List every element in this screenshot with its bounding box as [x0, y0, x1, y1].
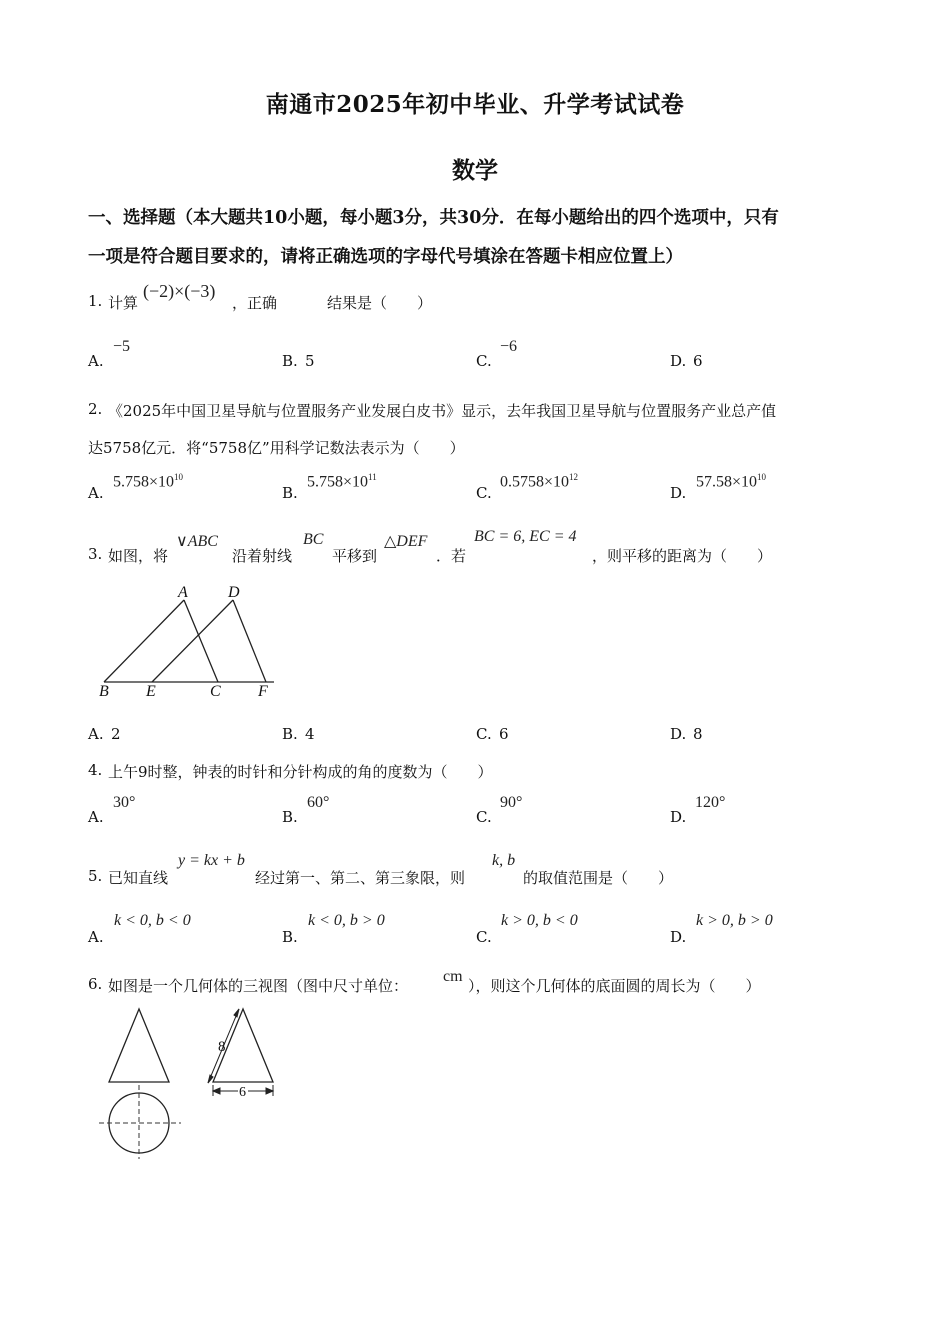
- option-b-value[interactable]: 60°: [307, 794, 330, 811]
- question-text: 平移到: [332, 547, 378, 565]
- option-d-value[interactable]: 6: [693, 352, 703, 370]
- question-text: 的取值范围是（ ）: [523, 869, 674, 887]
- question-text: ，则平移的距离为（ ）: [592, 547, 773, 565]
- math-condition: BC = 6, EC = 4: [474, 528, 577, 545]
- unit-cm: cm: [443, 968, 463, 985]
- option-exponent: 10: [757, 472, 767, 482]
- option-c-value[interactable]: −6: [500, 338, 518, 355]
- subject-title: 数学: [452, 157, 498, 184]
- section-instruction-line2: 一项是符合题目要求的，请将正确选项的字母代号填涂在答题卡相应位置上）: [88, 247, 683, 267]
- option-d-value[interactable]: 120°: [695, 794, 726, 811]
- page-title: 南通市2025年初中毕业、升学考试试卷: [265, 91, 685, 118]
- side-ab: [104, 600, 184, 682]
- math-triangle-def: △DEF: [384, 533, 428, 550]
- vertex-label-d: D: [228, 584, 240, 601]
- option-b-label[interactable]: B.: [282, 725, 298, 743]
- question-text: 沿着射线: [232, 547, 293, 565]
- option-d-value[interactable]: k > 0, b > 0: [696, 912, 773, 929]
- option-exponent: 11: [368, 472, 377, 482]
- question-text: 上午9时整，钟表的时针和分针构成的角的度数为（ ）: [108, 763, 493, 781]
- option-mantissa: 57.58×10: [696, 473, 758, 491]
- translation-figure: [90, 582, 290, 702]
- vertex-label-a: A: [178, 584, 188, 601]
- option-mantissa: 5.758×10: [113, 473, 175, 491]
- option-a-label[interactable]: A.: [88, 928, 104, 946]
- option-a-label[interactable]: A.: [88, 725, 104, 743]
- side-df: [233, 600, 266, 682]
- option-c-label[interactable]: C.: [476, 725, 492, 743]
- option-a-label[interactable]: A.: [88, 808, 104, 826]
- question-text: ．若: [436, 547, 467, 565]
- question-number: 3.: [88, 545, 103, 563]
- math-ray-bc: BC: [303, 531, 324, 548]
- option-b-label[interactable]: B.: [282, 484, 298, 502]
- base-diameter-label: 6: [239, 1085, 246, 1100]
- option-a-value[interactable]: k < 0, b < 0: [114, 912, 191, 929]
- option-b-value[interactable]: [307, 472, 377, 491]
- top-view: [99, 1085, 181, 1159]
- question-number: 4.: [88, 761, 103, 779]
- option-a-label[interactable]: A.: [88, 352, 104, 370]
- option-b-label[interactable]: B.: [282, 808, 298, 826]
- question-number: 5.: [88, 867, 103, 885]
- option-c-value[interactable]: [500, 472, 578, 491]
- math-line-equation: y = kx + b: [178, 852, 245, 869]
- option-d-label[interactable]: D.: [670, 484, 687, 502]
- option-b-label[interactable]: B.: [282, 928, 298, 946]
- question-text: 达5758亿元．将“5758亿”用科学记数法表示为（ ）: [88, 439, 465, 457]
- option-a-value[interactable]: [113, 472, 183, 491]
- question-text: ，正确: [232, 294, 278, 312]
- vertex-label-b: B: [99, 683, 109, 700]
- option-c-label[interactable]: C.: [476, 352, 492, 370]
- option-d-value[interactable]: [696, 472, 766, 491]
- option-d-label[interactable]: D.: [670, 352, 687, 370]
- option-mantissa: 0.5758×10: [500, 473, 570, 491]
- option-c-label[interactable]: C.: [476, 484, 492, 502]
- option-b-label[interactable]: B.: [282, 352, 298, 370]
- option-d-value[interactable]: 8: [693, 725, 703, 743]
- option-a-value[interactable]: 30°: [113, 794, 136, 811]
- option-d-label[interactable]: D.: [670, 725, 687, 743]
- question-text: 经过第一、第二、第三象限，则: [255, 869, 466, 887]
- section-instruction-line1: 一、选择题（本大题共10小题，每小题3分，共30分．在每小题给出的四个选项中，只有: [88, 208, 779, 228]
- question-number: 6.: [88, 975, 103, 993]
- option-mantissa: 5.758×10: [307, 473, 369, 491]
- option-c-value[interactable]: k > 0, b < 0: [501, 912, 578, 929]
- three-view-figure: [95, 1003, 295, 1163]
- question-text: ），则这个几何体的底面圆的周长为（ ）: [468, 977, 761, 995]
- math-expression: (−2)×(−3): [143, 281, 216, 301]
- math-triangle-abc: ∨ABC: [176, 533, 218, 550]
- option-b-value[interactable]: 5: [305, 352, 315, 370]
- question-text: 如图是一个几何体的三视图（图中尺寸单位：: [108, 977, 409, 995]
- option-d-label[interactable]: D.: [670, 928, 687, 946]
- question-number: 2.: [88, 400, 103, 418]
- side-ac: [184, 600, 218, 682]
- option-b-value[interactable]: k < 0, b > 0: [308, 912, 385, 929]
- question-text: 已知直线: [108, 869, 169, 887]
- vertex-label-c: C: [210, 683, 221, 700]
- math-k-b: k, b: [492, 852, 516, 869]
- question-text: 如图，将: [108, 547, 169, 565]
- side-de: [152, 600, 233, 682]
- front-view: [109, 1009, 169, 1082]
- option-a-value[interactable]: 2: [111, 725, 121, 743]
- vertex-label-e: E: [146, 683, 156, 700]
- option-exponent: 12: [569, 472, 579, 482]
- slant-height-label: 8: [218, 1039, 226, 1055]
- option-b-value[interactable]: 4: [305, 725, 315, 743]
- question-text: 结果是（ ）: [327, 294, 433, 312]
- vertex-label-f: F: [258, 683, 268, 700]
- option-d-label[interactable]: D.: [670, 808, 687, 826]
- question-number: 1.: [88, 292, 103, 310]
- option-a-label[interactable]: A.: [88, 484, 104, 502]
- option-c-label[interactable]: C.: [476, 808, 492, 826]
- option-a-value[interactable]: −5: [113, 338, 131, 355]
- question-text: 《2025年中国卫星导航与位置服务产业发展白皮书》显示，去年我国卫星导航与位置服务产业总产值: [108, 402, 777, 420]
- option-c-value[interactable]: 90°: [500, 794, 523, 811]
- option-exponent: 10: [174, 472, 184, 482]
- question-text: 计算: [108, 294, 139, 312]
- option-c-value[interactable]: 6: [499, 725, 509, 743]
- option-c-label[interactable]: C.: [476, 928, 492, 946]
